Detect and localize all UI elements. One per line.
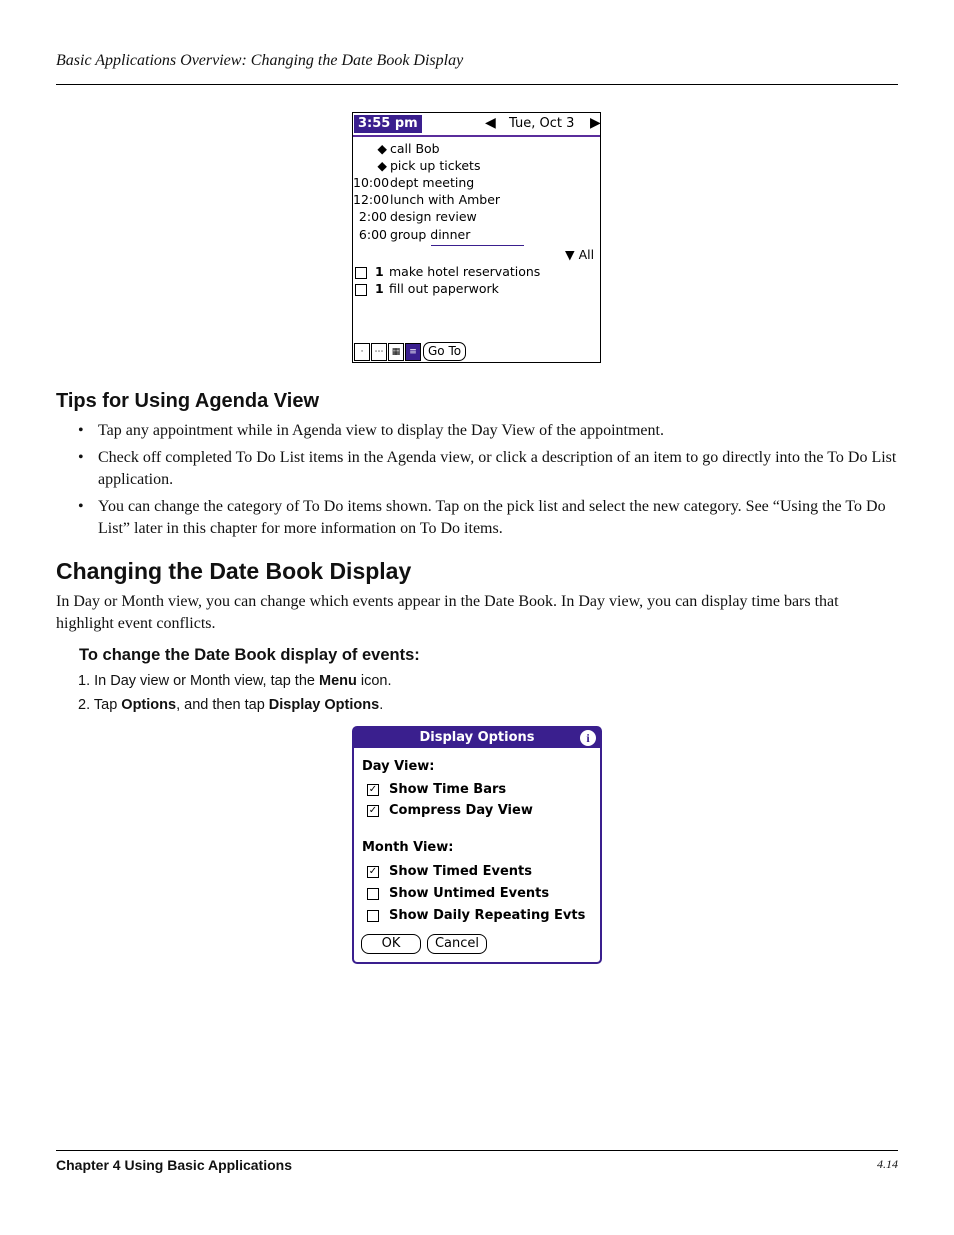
step-bold: Options [121,697,177,713]
event-row[interactable] [353,140,440,157]
step-text: . [379,697,384,713]
option-label: Show Timed Events [389,864,532,879]
go-to-button[interactable]: Go To [423,342,466,361]
page-number: 4.14 [877,1157,898,1171]
step-bold: Display Options [268,697,380,713]
event-description: lunch with Amber [390,192,501,207]
cancel-button[interactable]: Cancel [427,934,487,954]
todo-priority: 1 [375,281,384,296]
checkbox-unchecked-icon[interactable] [367,888,379,900]
option-label: Show Time Bars [389,782,507,797]
todo-description: make hotel reservations [389,264,541,279]
checkbox-checked-icon[interactable]: ✓ [368,865,378,877]
section-intro: In Day or Month view, you can change which events appear in the Date Book. In Day view, you can display time bars that highlight event conflicts. [56,593,839,632]
todo-description: fill out paperwork [389,281,499,296]
step-text: In Day view or Month view, tap the [94,673,319,689]
event-description: dept meeting [390,175,475,190]
todo-priority: 1 [375,264,384,279]
event-row[interactable] [353,191,501,208]
option-show-time-bars[interactable] [367,782,506,797]
step-2 [78,697,383,713]
option-label: Show Daily Repeating Evts [389,908,586,923]
list-item: • You can change the category of To Do items shown. Tap on the pick list and select the new category. See “Using the To Do List” later in this chapter for more information on To Do items. [76,496,898,540]
event-description: pick up tickets [390,158,481,173]
step-bold: Menu [318,673,357,689]
display-options-dialog [352,726,602,964]
procedure-heading: To change the Date Book display of events: [79,646,420,664]
step-1 [78,673,392,689]
todo-row[interactable] [355,280,499,297]
option-compress-day-view[interactable] [367,803,533,818]
event-time: ◆ [377,158,387,173]
footer-chapter: Chapter 4 Using Basic Applications [56,1157,292,1173]
view-selector [354,343,422,361]
checkbox-checked-icon[interactable]: ✓ [368,804,378,816]
event-row[interactable] [353,174,475,191]
option-label: Show Untimed Events [389,886,550,901]
step-number: 1. [78,673,91,689]
event-row[interactable] [353,208,477,225]
event-description: call Bob [390,141,440,156]
info-icon[interactable]: i [580,730,596,746]
agenda-view-icon[interactable]: ≡ [405,343,421,361]
ok-button[interactable]: OK [361,934,421,954]
step-text: icon. [356,673,392,689]
day-view-label: Day View: [362,759,435,774]
previous-day-arrow-icon[interactable]: ◀ [485,115,496,131]
todo-checkbox[interactable] [355,284,367,296]
event-description: design review [390,209,477,224]
option-show-untimed-events[interactable] [367,886,549,901]
event-time: 10:00 [353,175,390,190]
todo-row[interactable] [355,263,540,280]
list-item: • Tap any appointment while in Agenda view to display the Day View of the appointment. [76,420,898,442]
step-text: , and then tap [176,697,269,713]
day-view-icon[interactable]: · [354,343,370,361]
option-show-daily-repeating[interactable] [367,908,585,923]
event-description: group dinner [390,227,471,242]
week-view-icon[interactable]: ⋯ [371,343,387,361]
tips-heading: Tips for Using Agenda View [56,390,320,412]
option-show-timed-events[interactable] [367,864,532,879]
step-number: 2. [78,697,91,713]
current-time[interactable]: 3:55 pm [354,115,422,133]
tips-list [76,420,898,545]
month-view-icon[interactable]: ▦ [388,343,404,361]
next-day-arrow-icon[interactable]: ▶ [590,115,601,131]
event-time: 12:00 [353,192,390,207]
footer-rule [56,1150,898,1151]
option-label: Compress Day View [389,803,533,818]
checkbox-unchecked-icon[interactable] [367,910,379,922]
checkbox-checked-icon[interactable]: ✓ [368,783,378,795]
event-time: 2:00 [358,209,387,224]
dialog-title: Display Options [354,728,600,748]
step-text: Tap [93,697,122,713]
month-view-label: Month View: [362,840,454,855]
agenda-title-bar [353,113,600,137]
section-heading: Changing the Date Book Display [56,558,412,584]
todo-checkbox[interactable] [355,267,367,279]
list-item: • Check off completed To Do List items in the Agenda view, or click a description of an item to go directly into the To Do List application. [76,447,898,491]
running-header: Basic Applications Overview: Changing the Date Book Display [56,52,464,69]
event-row[interactable] [353,226,471,243]
event-time: 6:00 [358,227,387,242]
header-rule [56,84,898,85]
category-picklist[interactable]: ▼ All [565,247,595,262]
current-date: Tue, Oct 3 [509,116,575,131]
event-time: ◆ [377,141,387,156]
agenda-view-screen [352,112,601,363]
agenda-divider [431,245,524,246]
event-row[interactable] [353,157,481,174]
